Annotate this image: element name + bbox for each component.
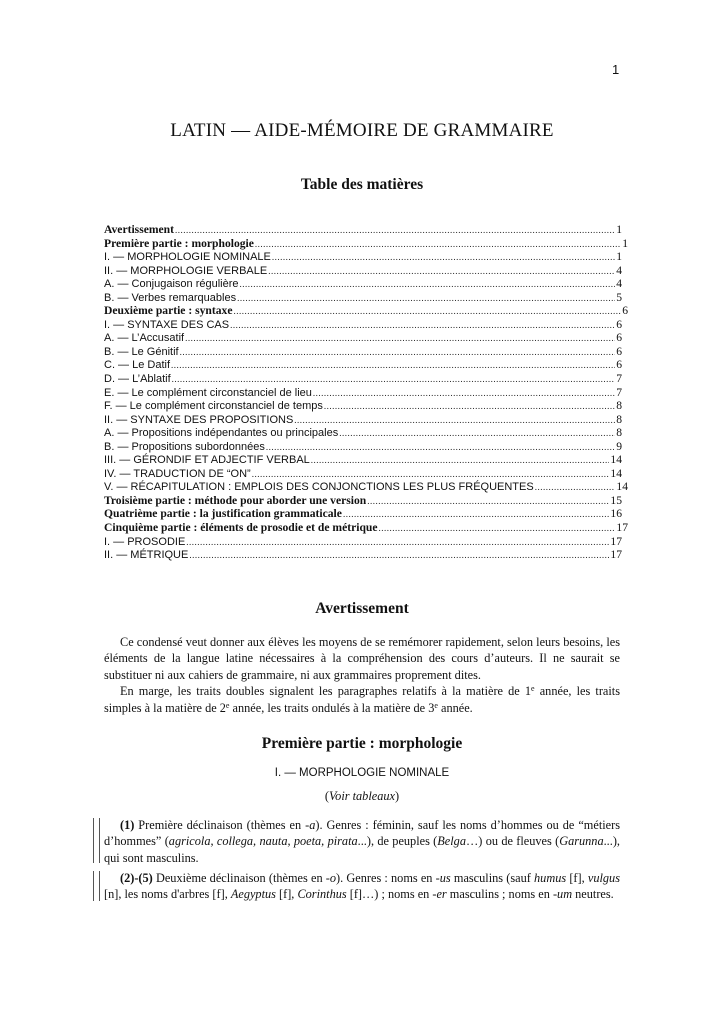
toc-entry[interactable]: [104, 507, 622, 521]
table-of-contents: [104, 223, 628, 562]
toc-leader-dots: [311, 454, 610, 468]
toc-entry-page: 17: [616, 521, 628, 535]
toc-entry-page: 8: [616, 426, 622, 440]
page-number: 1: [612, 62, 620, 77]
toc-entry-page: 4: [616, 277, 622, 291]
toc-entry[interactable]: [104, 236, 628, 251]
paragraph-premiere-declinaison: (1) Première déclinaison (thèmes en -a). Genres : féminin, sauf les noms d’hommes ou de “métiers d’hommes” (agricola, collega, nauta, poeta, pirata...), de peuples (Belga…) ou de fleuves (Garunna...), qui sont masculins.: [104, 818, 621, 865]
toc-entry-page: 8: [616, 399, 622, 413]
toc-entry-page: 17: [610, 548, 622, 562]
toc-leader-dots: [240, 278, 616, 292]
toc-entry-label: B. — Propositions subordonnées: [104, 440, 265, 453]
avertissement-paragraph-2: En marge, les traits doubles signalent les paragraphes relatifs à la matière de 1e année, les traits simples à la matière de 2e année, les traits ondulés à la matière de 3e année.: [104, 684, 620, 715]
toc-entry[interactable]: [104, 277, 622, 291]
toc-entry-label: E. — Le complément circonstanciel de lieu: [104, 386, 312, 399]
toc-leader-dots: [230, 319, 615, 333]
toc-leader-dots: [535, 481, 616, 495]
toc-entry[interactable]: [104, 426, 622, 440]
toc-entry-label: II. — MORPHOLOGIE VERBALE: [104, 264, 268, 277]
document-title: LATIN — AIDE-MÉMOIRE DE GRAMMAIRE: [170, 120, 554, 141]
toc-entry-page: 6: [616, 344, 622, 358]
toc-leader-dots: [171, 359, 615, 373]
toc-entry-label: A. — L’Accusatif: [104, 332, 185, 345]
toc-entry-page: 4: [616, 263, 622, 277]
toc-entry-label: C. — Le Datif: [104, 359, 171, 372]
toc-leader-dots: [343, 508, 609, 522]
toc-entry[interactable]: [104, 223, 622, 237]
toc-leader-dots: [252, 468, 610, 482]
toc-entry[interactable]: [104, 413, 622, 427]
toc-entry-label: II. — MÉTRIQUE: [104, 549, 189, 562]
toc-entry[interactable]: [104, 548, 622, 562]
toc-entry-label: Avertissement: [104, 223, 174, 236]
toc-entry-page: 14: [610, 453, 622, 467]
toc-entry-page: 1: [622, 236, 628, 250]
toc-entry[interactable]: [104, 304, 628, 318]
toc-entry[interactable]: [104, 250, 622, 264]
toc-entry[interactable]: [104, 480, 628, 494]
toc-leader-dots: [186, 536, 609, 550]
toc-leader-dots: [294, 414, 615, 428]
toc-entry-label: IV. — TRADUCTION DE “ON”: [104, 467, 251, 480]
toc-entry[interactable]: [104, 521, 628, 535]
toc-entry[interactable]: [104, 494, 622, 508]
toc-entry-page: 1: [616, 223, 622, 236]
toc-entry-label: I. — SYNTAXE DES CAS: [104, 318, 230, 331]
toc-leader-dots: [185, 332, 615, 346]
toc-entry[interactable]: [104, 386, 622, 400]
morphologie-nominale-subheading: I. — MORPHOLOGIE NOMINALE: [274, 767, 450, 779]
toc-entry-label: D. — L’Ablatif: [104, 373, 171, 386]
toc-entry-page: 6: [616, 358, 622, 372]
toc-entry-label: B. — Le Génitif: [104, 345, 179, 358]
toc-entry-page: 16: [610, 507, 622, 521]
toc-entry-label: B. — Verbes remarquables: [104, 291, 237, 304]
toc-leader-dots: [255, 238, 621, 252]
avertissement-heading: Avertissement: [315, 600, 409, 617]
toc-entry-label: II. — SYNTAXE DES PROPOSITIONS: [104, 413, 294, 426]
toc-leader-dots: [339, 427, 615, 441]
toc-entry-page: 6: [616, 317, 622, 331]
toc-entry-page: 7: [616, 372, 622, 386]
toc-entry[interactable]: [104, 345, 622, 359]
avertissement-text: [104, 634, 620, 716]
toc-entry[interactable]: [104, 372, 622, 386]
toc-leader-dots: [180, 346, 616, 360]
toc-entry-label: V. — RÉCAPITULATION : EMPLOIS DES CONJONCTIONS LES PLUS FRÉQUENTES: [104, 481, 534, 494]
toc-entry-page: 1: [616, 250, 622, 264]
toc-leader-dots: [367, 495, 609, 509]
toc-entry-label: A. — Propositions indépendantes ou principales: [104, 427, 339, 440]
toc-entry[interactable]: [104, 318, 622, 332]
toc-entry-label: I. — PROSODIE: [104, 535, 186, 548]
toc-entry[interactable]: [104, 399, 622, 413]
toc-entry-page: 6: [622, 304, 628, 318]
toc-leader-dots: [268, 265, 615, 279]
toc-entry-page: 17: [610, 534, 622, 548]
toc-entry[interactable]: [104, 358, 622, 372]
toc-entry-label: A. — Conjugaison régulière: [104, 278, 239, 291]
toc-leader-dots: [324, 400, 615, 414]
toc-leader-dots: [172, 373, 616, 387]
toc-leader-dots: [272, 251, 615, 265]
toc-leader-dots: [237, 292, 615, 306]
toc-entry-label: Troisième partie : méthode pour aborder une version: [104, 493, 367, 507]
toc-entry-page: 14: [610, 466, 622, 480]
toc-leader-dots: [313, 387, 615, 401]
toc-entry-page: 14: [616, 480, 628, 494]
toc-entry[interactable]: [104, 291, 622, 305]
toc-leader-dots: [175, 224, 615, 238]
toc-entry-page: 8: [616, 412, 622, 426]
part1-heading: Première partie : morphologie: [261, 735, 463, 752]
toc-leader-dots: [266, 441, 615, 455]
double-margin-bar: [93, 871, 100, 901]
double-margin-bar: [93, 818, 100, 863]
toc-entry[interactable]: [104, 535, 622, 549]
toc-entry-page: 5: [616, 290, 622, 304]
toc-entry[interactable]: [104, 440, 622, 454]
toc-entry-page: 7: [616, 385, 622, 399]
toc-entry[interactable]: [104, 331, 622, 345]
toc-entry-label: Cinquième partie : éléments de prosodie et de métrique: [104, 521, 378, 535]
toc-entry-label: III. — GÉRONDIF ET ADJECTIF VERBAL: [104, 454, 310, 467]
toc-entry-label: I. — MORPHOLOGIE NOMINALE: [104, 251, 271, 264]
avertissement-paragraph-1: Ce condensé veut donner aux élèves les moyens de se remémorer rapidement, selon leurs besoins, les éléments de la langue latine nécessaires à la compréhension des cours d’auteurs. Il ne saurait se substituer ni aux cahiers de grammaire, ni aux grammaires proprement dites.: [104, 635, 620, 682]
toc-leader-dots: [378, 522, 615, 536]
voir-tableaux-note: (Voir tableaux): [324, 789, 400, 803]
toc-entry[interactable]: [104, 264, 622, 278]
toc-entry-label: F. — Le complément circonstanciel de temps: [104, 400, 323, 413]
toc-entry-page: 15: [610, 493, 622, 507]
paragraph-deuxieme-declinaison: (2)-(5) Deuxième déclinaison (thèmes en -o). Genres : noms en -us masculins (sauf humus [f], vulgus [n], les noms d'arbres [f], Aegyptus [f], Corinthus [f]…) ; noms en -er masculins ; noms en -um neutres.: [104, 871, 620, 902]
toc-leader-dots: [233, 305, 621, 319]
toc-heading: Table des matières: [300, 176, 424, 193]
toc-entry-page: 6: [616, 331, 622, 345]
toc-entry[interactable]: [104, 453, 622, 467]
toc-leader-dots: [189, 549, 609, 563]
toc-entry-label: Deuxième partie : syntaxe: [104, 304, 233, 318]
toc-entry-label: Quatrième partie : la justification grammaticale: [104, 507, 342, 521]
toc-entry-label: Première partie : morphologie: [104, 236, 254, 250]
toc-entry[interactable]: [104, 467, 622, 481]
toc-entry-page: 9: [616, 439, 622, 453]
